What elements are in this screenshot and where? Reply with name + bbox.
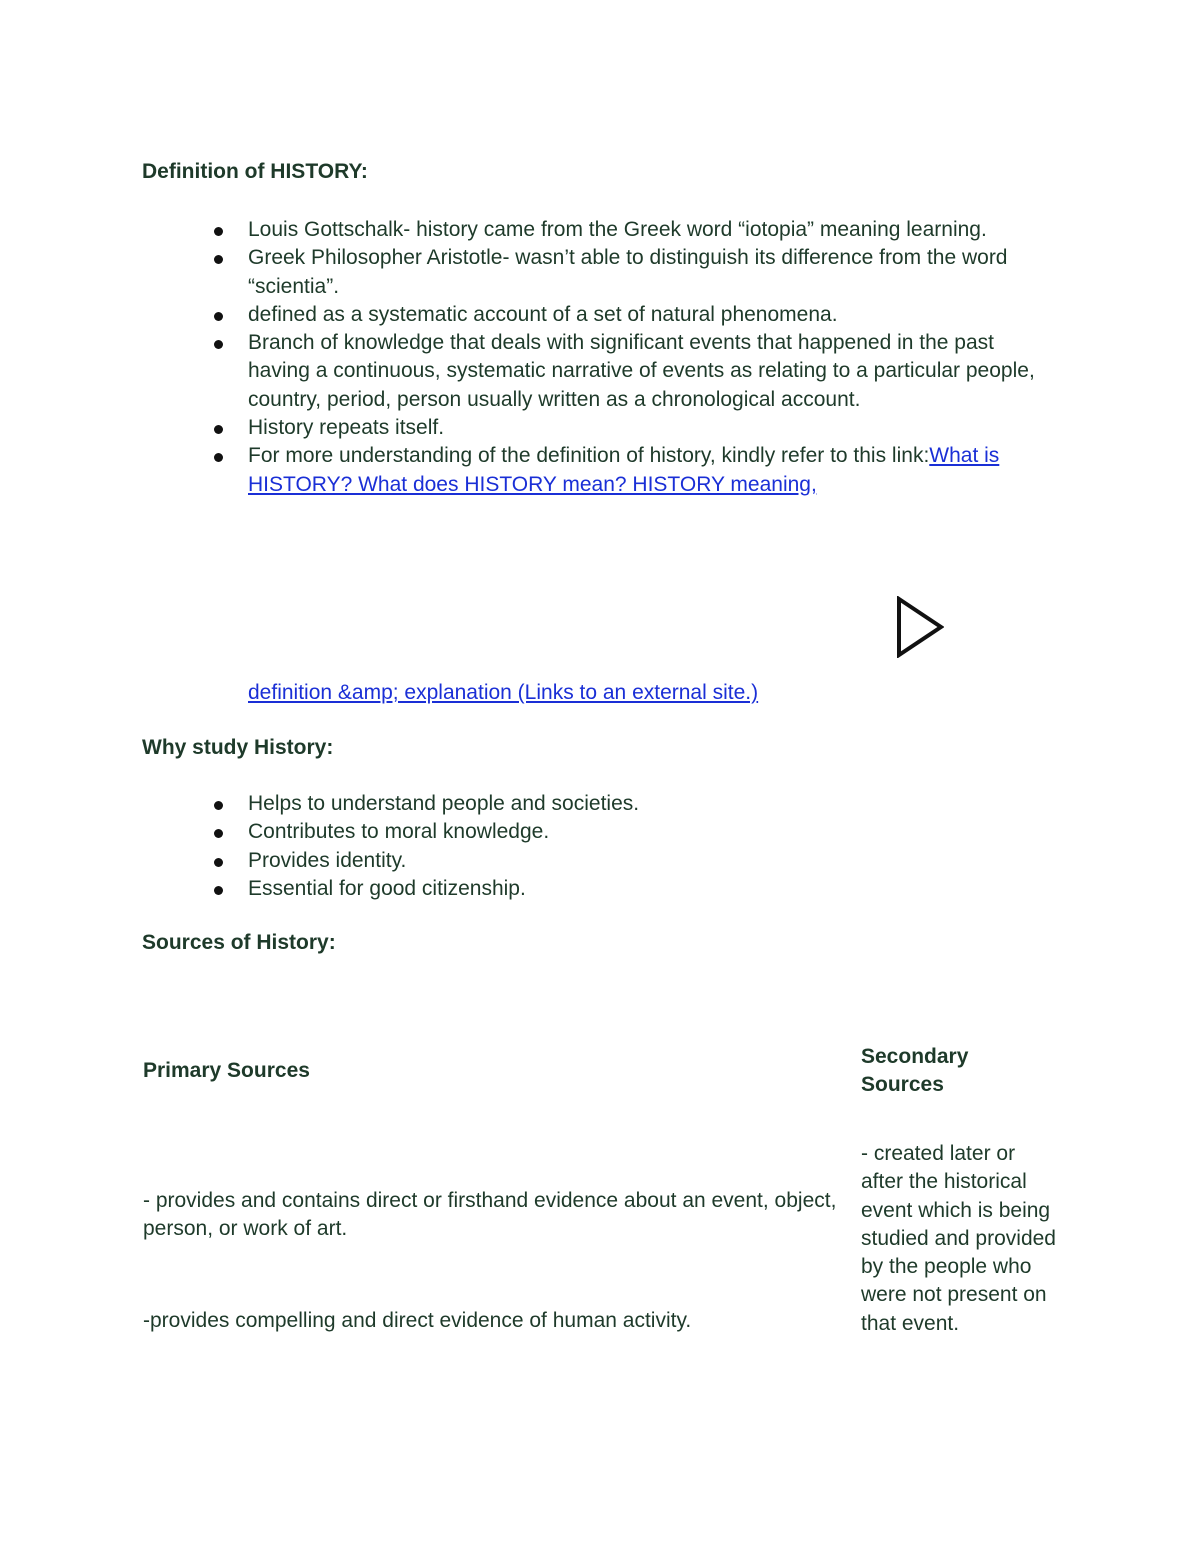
why-heading: Why study History: [142,736,334,759]
secondary-sources-title: Secondary Sources [861,1045,969,1097]
list-item: Greek Philosopher Aristotle- wasn’t able to distinguish its difference from the word “scientia”. [248,244,1048,301]
link-continuation [248,679,758,707]
list-item: Branch of knowledge that deals with significant events that happened in the past having a continuous, systematic narrative of events as relating to a particular people, country, period, person usually written as a chronological account. [248,329,1048,414]
list-item: History repeats itself. [248,414,1048,442]
secondary-point-1: - created later or after the historical event which is being studied and provided by the people who were not present on that event. [861,1142,1056,1335]
list-item: Provides identity. [248,847,1048,875]
sources-heading: Sources of History: [142,931,336,954]
list-item: Louis Gottschalk- history came from the Greek word “iotopia” meaning learning. [248,216,1048,244]
play-icon[interactable] [896,596,944,658]
primary-point-1: - provides and contains direct or firsthand evidence about an event, object, person, or work of art. [143,1189,837,1241]
why-list [248,790,1048,903]
list-item: defined as a systematic account of a set of natural phenomena. [248,301,1048,329]
history-meaning-link[interactable]: What is HISTORY? What does HISTORY mean? HISTORY meaning, [248,444,1000,496]
list-item: Helps to understand people and societies. [248,790,1048,818]
primary-sources-title: Primary Sources [143,1059,310,1082]
definition-list [248,216,1048,499]
definition-heading: Definition of HISTORY: [142,160,368,183]
primary-point-2: -provides compelling and direct evidence of human activity. [143,1309,692,1332]
list-item: Contributes to moral knowledge. [248,818,1048,846]
list-item: Essential for good citizenship. [248,875,1048,903]
list-item-link [248,442,1048,499]
history-explanation-link[interactable]: definition &amp; explanation (Links to an external site.) [248,681,759,704]
link-prefix: For more understanding of the definition of history, kindly refer to this link: [248,444,930,468]
